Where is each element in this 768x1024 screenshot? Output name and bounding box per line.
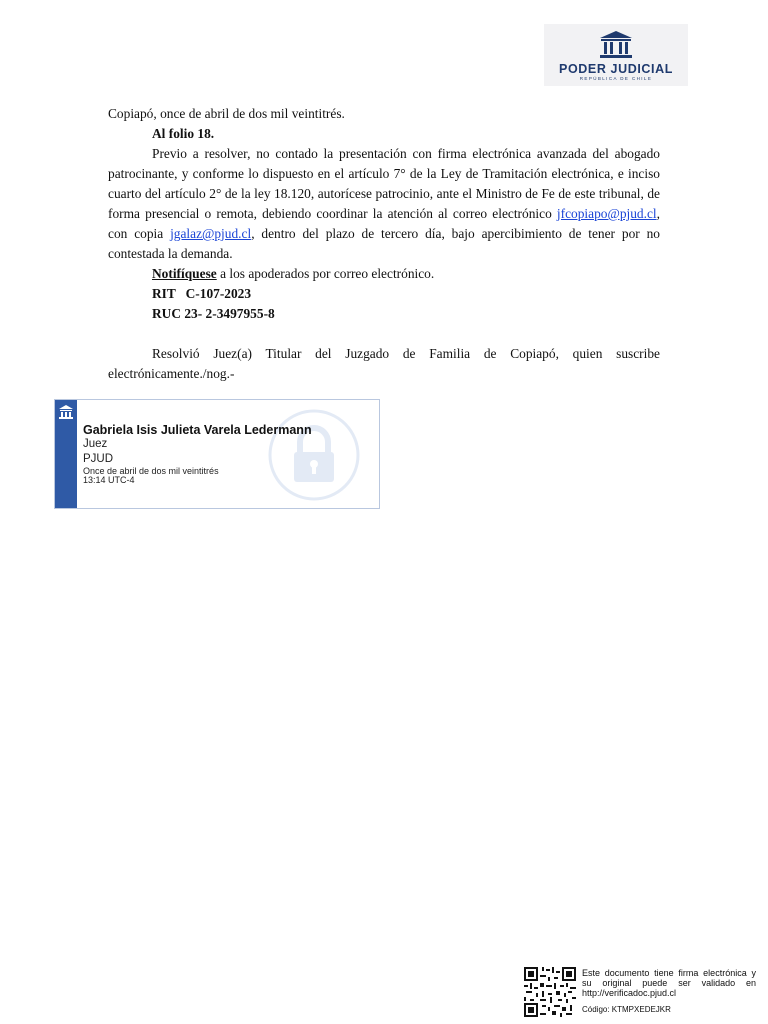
signature-date: Once de abril de dos mil veintitrés [83, 466, 219, 476]
electronic-signature-box [54, 399, 380, 509]
email-link-jfcopiapo[interactable]: jfcopiapo@pjud.cl [556, 206, 657, 221]
signature-time: 13:14 UTC-4 [83, 475, 135, 485]
poder-judicial-logo [544, 24, 688, 86]
notify-line [108, 264, 660, 284]
notify-rest: a los apoderados por correo electrónico. [216, 266, 435, 281]
notify-word: Notifíquese [152, 266, 217, 281]
email-link-jgalaz[interactable]: jgalaz@pjud.cl [170, 226, 252, 241]
logo-subtitle: REPÚBLICA DE CHILE [579, 76, 653, 81]
courthouse-icon [58, 404, 74, 420]
closing-paragraph: Resolvió Juez(a) Titular del Juzgado de Familia de Copiapó, quien suscribe electrónicamente./nog.- [108, 346, 660, 381]
body-text-1: Previo a resolver, no contado la presentación con firma electrónica avanzada del abogado patrocinante, y conforme lo dispuesto en el artículo 7° de la Ley de Tramitación electrónica, e inciso cuarto del artículo 2° de la ley 18.120, autorícese patrocinio, ante el Ministro de Fe de este tribunal, de forma presencial o remota, debiendo coordinar la atención al correo electrónico [108, 146, 660, 221]
signer-name: Gabriela Isis Julieta Varela Ledermann [83, 423, 312, 437]
verification-footer [524, 967, 758, 1017]
logo-title: PODER JUDICIAL [559, 62, 673, 76]
body-text-3: , dentro del plazo de tercero día, bajo apercibimiento de tener por no contestada la demanda. [108, 226, 660, 261]
signer-organization: PJUD [83, 453, 114, 465]
resolution-body [108, 144, 660, 264]
qr-code-icon[interactable] [524, 967, 576, 1017]
date-line: Copiapó, once de abril de dos mil veintitrés. [108, 106, 345, 121]
resolution-document [108, 104, 660, 384]
ruc-line: RUC 23- 2-3497955-8 [152, 306, 275, 321]
courthouse-icon [598, 29, 634, 61]
signature-side-bar [55, 400, 77, 508]
rit-line: RIT C-107-2023 [152, 286, 252, 301]
folio-heading: Al folio 18. [152, 126, 215, 141]
verification-code: Código: KTMPXEDEJKR [582, 1005, 671, 1014]
body-text-2: , con copia [108, 206, 660, 241]
verification-text: Este documento tiene firma electrónica y su original puede ser validado en http://verificadoc.pjud.cl [582, 968, 756, 998]
signer-role: Juez [83, 438, 108, 450]
